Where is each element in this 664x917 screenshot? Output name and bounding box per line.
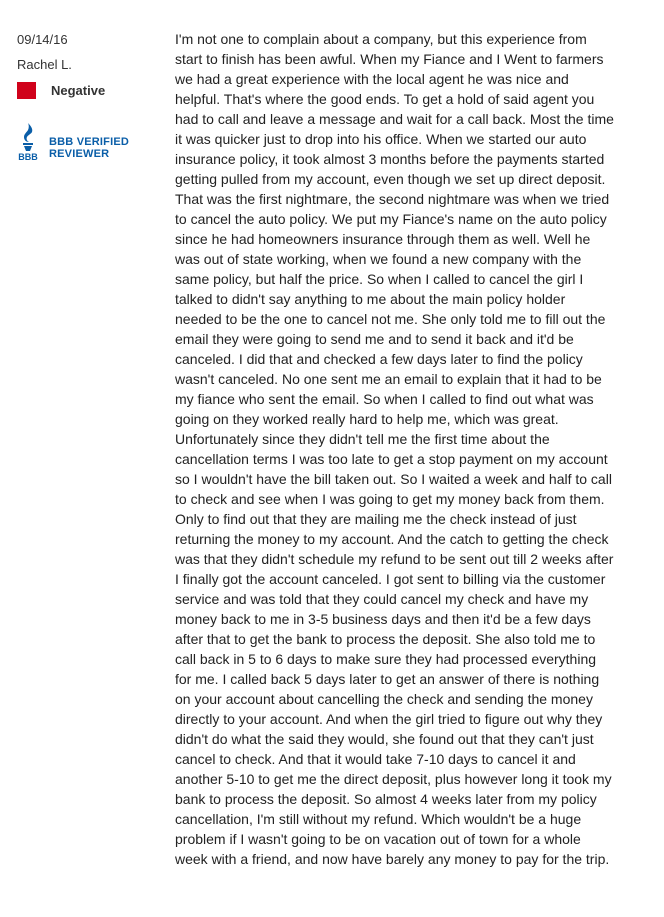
bbb-verified-line2: REVIEWER (49, 148, 110, 160)
reviewer-name: Rachel L. (17, 57, 72, 72)
bbb-verified-text (49, 136, 129, 160)
negative-rating-swatch (17, 82, 36, 99)
rating (17, 81, 157, 99)
review-body: I'm not one to complain about a company, but this experience from start to finish has been awful. When my Fiance and I Went to farmers we had a great experience with the local agent he was nice and helpful. That's where the good ends. To get a hold of said agent you had to call and leave a message and wait for a call back. Most the time it was quicker just to drop into his office. When we started our auto insurance policy, it took almost 3 months before the payments started getting pulled from my account, even though we set up direct deposit. That was the first nightmare, the second nightmare was when we tried to cancel the auto policy. We put my Fiance's name on the auto policy since he had homeowners insurance through them as well. Well he was out of state working, when we found a new company with the same policy, but half the price. So when I called to cancel the girl I talked to didn't say anything to me about the main policy holder needed to be the one to cancel not me. She only told me to fill out the email they were going to send me and to send it back and it'd be canceled. I did that and checked a few days later to find the policy wasn't canceled. No one sent me an email to explain that it had to be my fiance who sent the email. So when I called to find out what was going on they worked really hard to help me, which was great. Unfortunately since they didn't tell me the first time about the cancellation terms I was too late to get a stop payment on my account so I wouldn't have the bill taken out. So I waited a week and half to call to check and see when I was going to get my money back from them. Only to find out that they are mailing me the check instead of just returning the money to my account. And the catch to getting the check was that they didn't schedule my refund to be sent out till 2 weeks after I finally got the account canceled. I got sent to billing via the customer service and was told that they could cancel my check and have my money back to me in 3-5 business days and then it'd be a few days after that to get the bank to process the deposit. She also told me to call back in 5 to 6 days to make sure they had processed everything for me. I called back 5 days later to get an answer of there is nothing on your account about cancelling the check and sending the money directly to your account. And when the girl tried to figure out why they didn't do what the said they would, she found out that they can't just cancel to check. And that it would take 7-10 days to cancel it and another 5-10 to get me the direct deposit, plus however long it took my bank to process the deposit. So almost 4 weeks later from my policy cancellation, I'm still without my refund. Which wouldn't be a huge problem if I wasn't going to be on vacation out of town for a whole week with a friend, and now have barely any money to pay for the trip. (175, 31, 614, 867)
reviewer-sidebar (17, 31, 157, 161)
bbb-logo-text: BBB (18, 152, 38, 161)
rating-label: Negative (51, 82, 106, 98)
review-date: 09/14/16 (17, 32, 68, 47)
bbb-verified-badge (17, 121, 157, 161)
bbb-torch-icon (17, 121, 39, 161)
bbb-verified-line1: BBB VERIFIED (49, 136, 130, 148)
